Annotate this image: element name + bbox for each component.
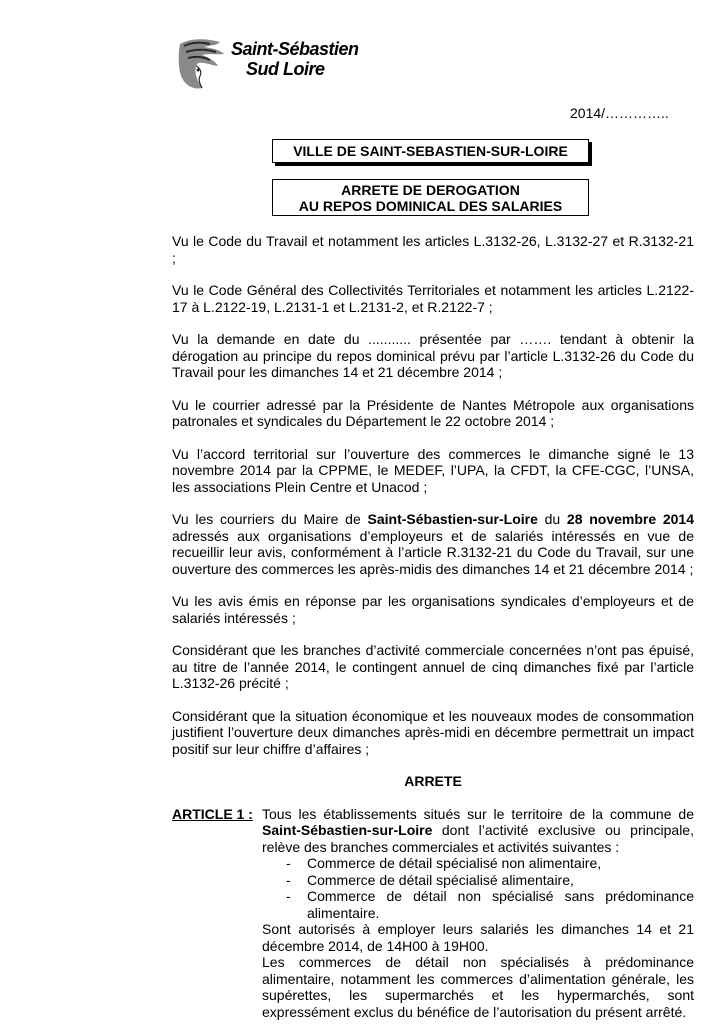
text-segment: dont l’activité exclusive ou principale, relève des branches commerciales et activités suivantes :: [262, 822, 694, 855]
article-1-label: ARTICLE 1 :: [172, 805, 253, 822]
paragraph-code-travail: Vu le Code du Travail et notamment les articles L.3132-26, L.3132-27 et R.3132-21 ;: [172, 233, 694, 266]
text-segment: Vu les courriers du Maire de: [172, 511, 368, 527]
article-1-exclusion: Les commerces de détail non spécialisés à prédominance alimentaire, notamment les commerces d’alimentation générale, les supérettes, les supermarchés et les hypermarchés, sont expressément exclus du bénéfice de l’autorisation du présent arrêté.: [262, 954, 694, 1020]
article-1: [172, 806, 694, 1021]
decree-title-line2: AU REPOS DOMINICAL DES SALARIES: [298, 198, 563, 214]
article-1-body: [262, 806, 694, 1021]
text-segment: du: [537, 511, 567, 527]
decree-title-line1: ARRETE DE DEROGATION: [341, 182, 520, 198]
logo-name-line2: Sud Loire: [246, 59, 325, 79]
paragraph-courriers-maire: [172, 511, 694, 577]
document-body: [172, 233, 694, 1020]
paragraph-code-collectivites: Vu le Code Général des Collectivités Territoriales et notamment les articles L.2122-17 à L.2122-19, L.2131-1 et L.2131-2, et R.2122-7 ;: [172, 282, 694, 315]
city-name-bold: Saint-Sébastien-sur-Loire: [367, 511, 538, 527]
document-reference: 2014/…………..: [570, 105, 669, 121]
logo-name-line1: Saint-Sébastien: [231, 39, 359, 59]
article-1-intro: [262, 806, 694, 856]
decree-title-box: [272, 179, 589, 216]
article-1-authorization: Sont autorisés à employer leurs salariés les dimanches 14 et 21 décembre 2014, de 14H00 à 19H00.: [262, 921, 694, 954]
face-emblem-icon: [176, 36, 228, 92]
paragraph-considerant-branches: Considérant que les branches d’activité commerciale concernées n’ont pas épuisé, au titre de l’année 2014, le contingent annuel de cinq dimanches fixé par l’article L.3132-26 précité ;: [172, 642, 694, 691]
arrete-heading: ARRETE: [404, 773, 462, 789]
activity-list: [262, 855, 694, 921]
list-item: - Commerce de détail spécialisé non alimentaire,: [262, 855, 694, 872]
city-name-bold: Saint-Sébastien-sur-Loire: [262, 822, 433, 838]
list-item: - Commerce de détail spécialisé alimentaire,: [262, 872, 694, 889]
paragraph-demande: Vu la demande en date du ........... présentée par ……. tendant à obtenir la dérogation au principe du repos dominical prévu par l’article L.3132-26 du Code du Travail pour les dimanches 14 et 21 décembre 2014 ;: [172, 331, 694, 380]
paragraph-avis: Vu les avis émis en réponse par les organisations syndicales d’employeurs et de salariés intéressés ;: [172, 593, 694, 626]
municipal-logo: [176, 36, 359, 92]
paragraph-accord-territorial: Vu l’accord territorial sur l’ouverture des commerces le dimanche signé le 13 novembre 2014 par la CPPME, le MEDEF, l’UPA, la CFDT, la CFE-CGC, l’UNSA, les associations Plein Centre et Unacod ;: [172, 445, 694, 495]
text-segment: Tous les établissements situés sur le territoire de la commune de: [262, 805, 694, 822]
text-segment: adressés aux organisations d’employeurs et de salariés intéressés en vue de recueillir leur avis, conformément à l’article R.3132-21 du Code du Travail, sur une ouverture des commerces les après-midis des dimanches 14 et 21 décembre 2014 ;: [172, 527, 694, 577]
paragraph-courrier-metropole: Vu le courrier adressé par la Présidente de Nantes Métropole aux organisations patronales et syndicales du Département le 22 octobre 2014 ;: [172, 396, 694, 429]
city-header-box: VILLE DE SAINT-SEBASTIEN-SUR-LOIRE: [272, 139, 589, 163]
date-bold: 28 novembre 2014: [566, 511, 695, 527]
paragraph-considerant-situation: Considérant que la situation économique et les nouveaux modes de consommation justifient l’ouverture deux dimanches après-midi en décembre permettrait un impact positif sur leur chiffre d’affaires ;: [172, 707, 694, 757]
list-item: - Commerce de détail non spécialisé sans prédominance alimentaire.: [262, 888, 694, 921]
